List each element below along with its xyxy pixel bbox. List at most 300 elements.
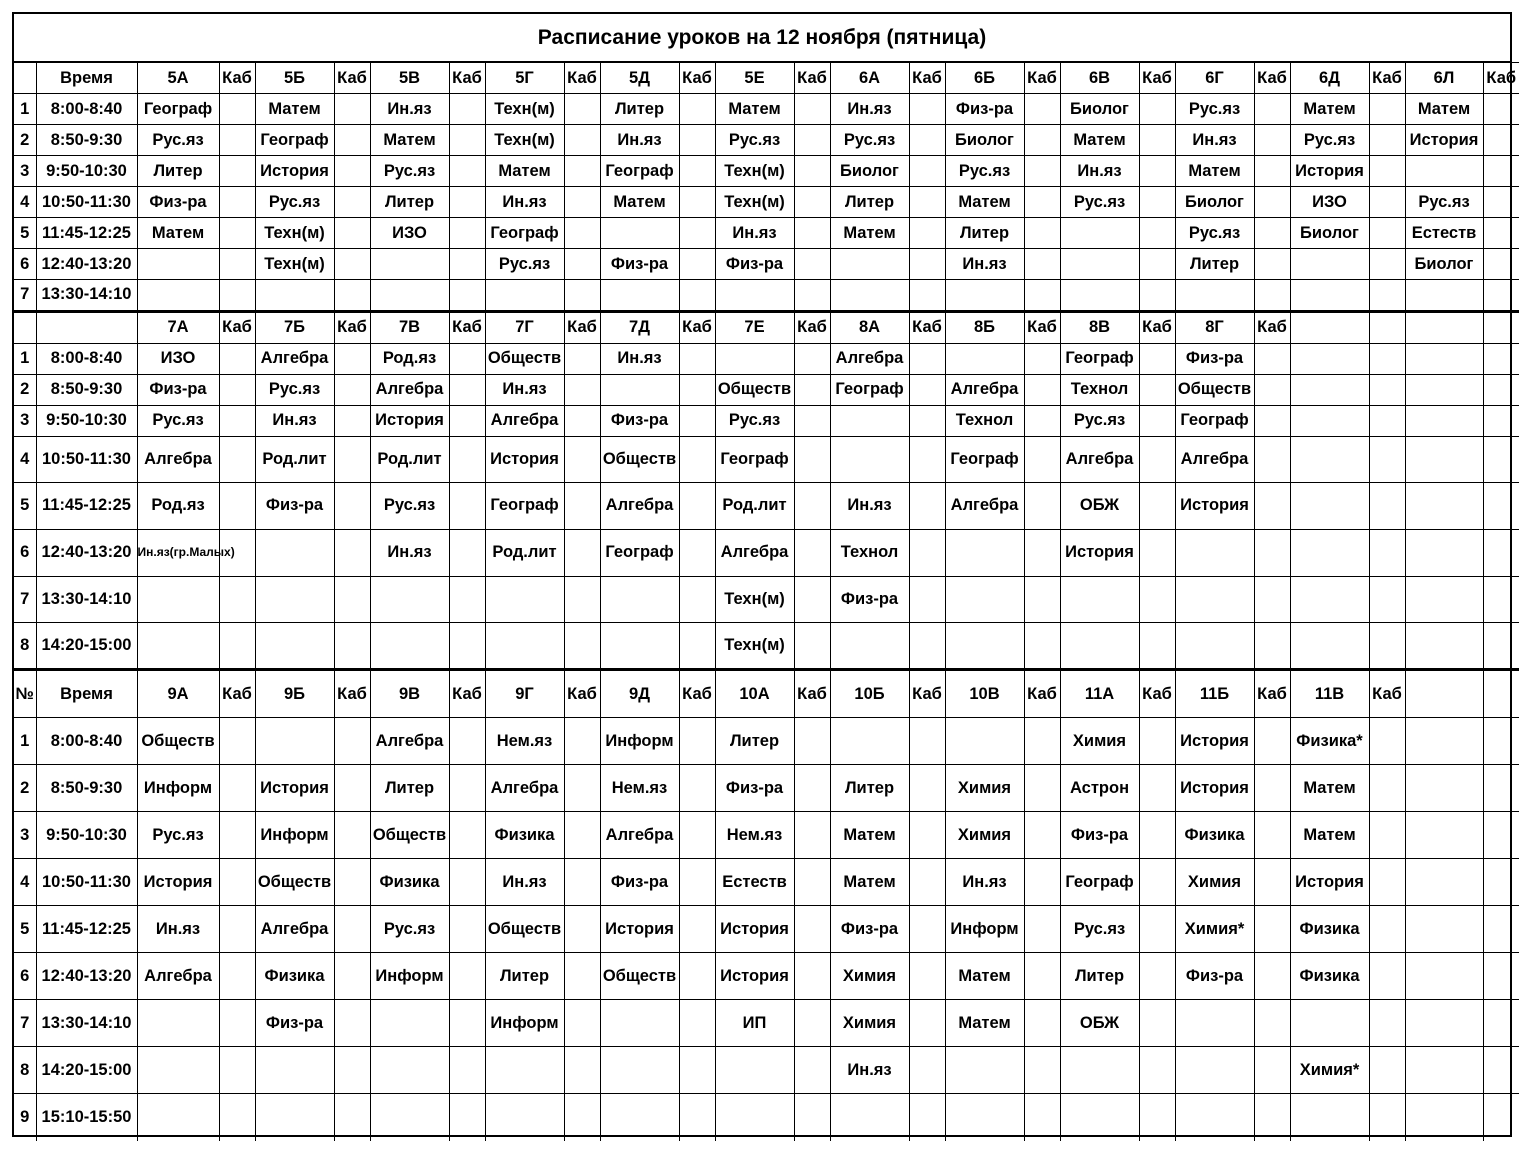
- subject-cell: Алгебра: [600, 482, 679, 529]
- lesson-number: 5: [14, 906, 36, 953]
- subject-cell: Рус.яз: [255, 374, 334, 405]
- subject-cell: История: [1175, 765, 1254, 812]
- room-cell: [449, 405, 485, 436]
- subject-cell: Алгебра: [1060, 436, 1139, 482]
- subject-cell: Матем: [830, 218, 909, 249]
- subject-cell: [255, 1047, 334, 1094]
- subject-cell: Биолог: [1175, 187, 1254, 218]
- subject-cell: Нем.яз: [715, 812, 794, 859]
- subject-cell: Обществ: [600, 436, 679, 482]
- schedule-sheet: [12, 12, 1517, 1137]
- room-cell: [1024, 576, 1060, 622]
- subject-cell: [485, 1047, 564, 1094]
- subject-cell: Информ: [370, 953, 449, 1000]
- room-cell: [794, 374, 830, 405]
- room-cell: [334, 343, 370, 374]
- subject-cell: Химия*: [1175, 906, 1254, 953]
- subject-cell: Физ-ра: [600, 859, 679, 906]
- room-cell: [1369, 94, 1405, 125]
- room-header: Каб: [1024, 63, 1060, 94]
- subject-cell: Матем: [137, 218, 219, 249]
- room-cell: [794, 125, 830, 156]
- subject-cell: Матем: [1290, 812, 1369, 859]
- room-cell: [909, 718, 945, 765]
- table-row: [14, 343, 1519, 374]
- room-cell: [1483, 343, 1519, 374]
- room-cell: [1254, 405, 1290, 436]
- subject-cell: Обществ: [715, 374, 794, 405]
- room-cell: [564, 1000, 600, 1047]
- room-cell: [1254, 343, 1290, 374]
- lesson-number: 4: [14, 187, 36, 218]
- subject-cell: Алгебра: [830, 343, 909, 374]
- room-header: Каб: [1254, 671, 1290, 718]
- room-cell: [334, 249, 370, 280]
- class-header: 7Д: [600, 312, 679, 343]
- subject-cell: Физ-ра: [600, 249, 679, 280]
- room-cell: [1483, 156, 1519, 187]
- class-header: 6А: [830, 63, 909, 94]
- room-cell: [1139, 906, 1175, 953]
- header-time: Время: [36, 671, 137, 718]
- subject-cell: История: [255, 765, 334, 812]
- subject-cell: Техн(м): [255, 218, 334, 249]
- subject-cell: Географ: [485, 218, 564, 249]
- room-cell: [794, 1047, 830, 1094]
- room-cell: [679, 187, 715, 218]
- subject-cell: Ин.яз: [370, 529, 449, 576]
- room-header: [1369, 312, 1405, 343]
- room-cell: [564, 405, 600, 436]
- room-cell: [1024, 156, 1060, 187]
- room-cell: [449, 187, 485, 218]
- subject-cell: Литер: [370, 765, 449, 812]
- room-cell: [1483, 812, 1519, 859]
- table-row: [14, 529, 1519, 576]
- lesson-number: 1: [14, 718, 36, 765]
- room-cell: [219, 953, 255, 1000]
- room-cell: [564, 765, 600, 812]
- room-cell: [909, 765, 945, 812]
- subject-cell: [370, 576, 449, 622]
- room-cell: [334, 576, 370, 622]
- subject-cell: Ин.яз: [830, 482, 909, 529]
- class-header: 10Б: [830, 671, 909, 718]
- room-cell: [1254, 125, 1290, 156]
- subject-cell: [485, 576, 564, 622]
- subject-cell: Географ: [137, 94, 219, 125]
- subject-cell: Физ-ра: [137, 187, 219, 218]
- subject-cell: [1405, 859, 1483, 906]
- header-row: [14, 312, 1519, 343]
- subject-cell: История: [255, 156, 334, 187]
- room-cell: [794, 812, 830, 859]
- room-cell: [909, 280, 945, 311]
- subject-cell: История: [715, 906, 794, 953]
- subject-cell: Матем: [600, 187, 679, 218]
- subject-cell: Техн(м): [715, 156, 794, 187]
- subject-cell: Литер: [1060, 953, 1139, 1000]
- subject-cell: Физ-ра: [1175, 953, 1254, 1000]
- lesson-time: 14:20-15:00: [36, 1047, 137, 1094]
- subject-cell: [370, 1047, 449, 1094]
- room-cell: [679, 374, 715, 405]
- room-cell: [1369, 156, 1405, 187]
- subject-cell: Матем: [1290, 765, 1369, 812]
- room-cell: [1024, 187, 1060, 218]
- room-header: Каб: [219, 63, 255, 94]
- room-cell: [564, 906, 600, 953]
- subject-cell: Ин.яз: [1060, 156, 1139, 187]
- subject-cell: [1060, 249, 1139, 280]
- subject-cell: Ин.яз(гр.Малых): [137, 529, 219, 576]
- room-cell: [1254, 156, 1290, 187]
- room-cell: [1139, 718, 1175, 765]
- table-row: [14, 125, 1519, 156]
- room-header: Каб: [564, 671, 600, 718]
- room-cell: [449, 482, 485, 529]
- subject-cell: Естеств: [1405, 218, 1483, 249]
- subject-cell: ИП: [715, 1000, 794, 1047]
- table-row: [14, 94, 1519, 125]
- room-header: Каб: [1139, 671, 1175, 718]
- table-row: [14, 812, 1519, 859]
- subject-cell: [830, 718, 909, 765]
- subject-cell: Матем: [1290, 94, 1369, 125]
- room-cell: [219, 718, 255, 765]
- subject-cell: Литер: [715, 718, 794, 765]
- room-cell: [679, 718, 715, 765]
- subject-cell: [1060, 622, 1139, 669]
- subject-cell: Рус.яз: [1060, 405, 1139, 436]
- room-cell: [1024, 125, 1060, 156]
- room-cell: [219, 482, 255, 529]
- subject-cell: Матем: [830, 859, 909, 906]
- subject-cell: Физ-ра: [1175, 343, 1254, 374]
- room-cell: [449, 529, 485, 576]
- subject-cell: Рус.яз: [1405, 187, 1483, 218]
- room-cell: [794, 218, 830, 249]
- room-header: Каб: [794, 63, 830, 94]
- subject-cell: Ин.яз: [137, 906, 219, 953]
- subject-cell: [1175, 1000, 1254, 1047]
- subject-cell: Географ: [1060, 859, 1139, 906]
- lesson-time: 13:30-14:10: [36, 280, 137, 311]
- subject-cell: Географ: [255, 125, 334, 156]
- lesson-time: 8:00-8:40: [36, 718, 137, 765]
- class-header: 9А: [137, 671, 219, 718]
- subject-cell: Алгебра: [137, 953, 219, 1000]
- subject-cell: Алгебра: [255, 343, 334, 374]
- lesson-number: 1: [14, 343, 36, 374]
- room-cell: [334, 1094, 370, 1141]
- room-cell: [794, 953, 830, 1000]
- room-cell: [909, 218, 945, 249]
- room-cell: [334, 482, 370, 529]
- room-cell: [679, 249, 715, 280]
- table-row: [14, 482, 1519, 529]
- subject-cell: История: [1290, 156, 1369, 187]
- subject-cell: Нем.яз: [485, 718, 564, 765]
- class-header: 11Б: [1175, 671, 1254, 718]
- subject-cell: Алгебра: [370, 718, 449, 765]
- room-cell: [679, 343, 715, 374]
- room-header: Каб: [449, 63, 485, 94]
- class-header: 8А: [830, 312, 909, 343]
- room-cell: [219, 218, 255, 249]
- class-header: 7Б: [255, 312, 334, 343]
- lesson-number: 2: [14, 125, 36, 156]
- room-cell: [449, 343, 485, 374]
- room-cell: [1139, 94, 1175, 125]
- room-header: Каб: [1254, 63, 1290, 94]
- subject-cell: Ин.яз: [830, 1047, 909, 1094]
- subject-cell: [830, 436, 909, 482]
- room-cell: [1254, 94, 1290, 125]
- subject-cell: [1405, 622, 1483, 669]
- room-cell: [909, 94, 945, 125]
- subject-cell: История: [370, 405, 449, 436]
- subject-cell: [600, 374, 679, 405]
- subject-cell: [137, 249, 219, 280]
- subject-cell: ИЗО: [370, 218, 449, 249]
- room-cell: [1483, 187, 1519, 218]
- subject-cell: Матем: [370, 125, 449, 156]
- room-cell: [1254, 1047, 1290, 1094]
- subject-cell: [945, 280, 1024, 311]
- subject-cell: [255, 622, 334, 669]
- room-cell: [1369, 1047, 1405, 1094]
- subject-cell: Литер: [485, 953, 564, 1000]
- subject-cell: Техн(м): [715, 576, 794, 622]
- room-cell: [564, 1094, 600, 1141]
- lesson-time: 12:40-13:20: [36, 953, 137, 1000]
- room-cell: [1254, 622, 1290, 669]
- page-title: Расписание уроков на 12 ноября (пятница): [14, 14, 1510, 62]
- room-cell: [679, 1000, 715, 1047]
- subject-cell: Географ: [945, 436, 1024, 482]
- room-cell: [564, 1047, 600, 1094]
- subject-cell: Род.лит: [715, 482, 794, 529]
- subject-cell: Физика: [485, 812, 564, 859]
- room-cell: [1254, 280, 1290, 311]
- room-cell: [219, 765, 255, 812]
- schedule-section-2: [14, 312, 1519, 671]
- class-header: 6Г: [1175, 63, 1254, 94]
- room-cell: [334, 859, 370, 906]
- subject-cell: [945, 1094, 1024, 1141]
- class-header: 9В: [370, 671, 449, 718]
- room-cell: [679, 156, 715, 187]
- room-cell: [909, 622, 945, 669]
- subject-cell: Алгебра: [600, 812, 679, 859]
- room-cell: [1483, 718, 1519, 765]
- schedule-tables: [14, 62, 1517, 1141]
- class-header: 8Г: [1175, 312, 1254, 343]
- lesson-number: 1: [14, 94, 36, 125]
- subject-cell: Алгебра: [715, 529, 794, 576]
- subject-cell: [370, 280, 449, 311]
- room-cell: [449, 718, 485, 765]
- room-cell: [1139, 482, 1175, 529]
- subject-cell: Физ-ра: [945, 94, 1024, 125]
- room-cell: [449, 436, 485, 482]
- room-cell: [1369, 482, 1405, 529]
- subject-cell: [1405, 953, 1483, 1000]
- class-header: 7Е: [715, 312, 794, 343]
- room-cell: [1139, 125, 1175, 156]
- subject-cell: Обществ: [255, 859, 334, 906]
- room-cell: [334, 765, 370, 812]
- header-number: №: [14, 671, 36, 718]
- lesson-number: 7: [14, 280, 36, 311]
- room-cell: [679, 436, 715, 482]
- room-cell: [1139, 280, 1175, 311]
- room-cell: [1139, 1047, 1175, 1094]
- subject-cell: Алгебра: [1175, 436, 1254, 482]
- room-cell: [909, 187, 945, 218]
- subject-cell: Литер: [600, 94, 679, 125]
- subject-cell: [370, 622, 449, 669]
- lesson-number: 3: [14, 812, 36, 859]
- subject-cell: [1405, 436, 1483, 482]
- room-cell: [1483, 859, 1519, 906]
- subject-cell: [1290, 436, 1369, 482]
- room-cell: [1139, 859, 1175, 906]
- subject-cell: [370, 249, 449, 280]
- table-row: [14, 218, 1519, 249]
- subject-cell: Физ-ра: [255, 482, 334, 529]
- room-cell: [564, 94, 600, 125]
- subject-cell: Физ-ра: [255, 1000, 334, 1047]
- subject-cell: Географ: [1175, 405, 1254, 436]
- subject-cell: Информ: [485, 1000, 564, 1047]
- subject-cell: Физ-ра: [715, 249, 794, 280]
- lesson-number: 5: [14, 482, 36, 529]
- room-header: Каб: [1024, 671, 1060, 718]
- subject-cell: Географ: [485, 482, 564, 529]
- subject-cell: Матем: [945, 1000, 1024, 1047]
- subject-cell: Техн(м): [255, 249, 334, 280]
- subject-cell: ИЗО: [137, 343, 219, 374]
- room-header: Каб: [679, 312, 715, 343]
- room-cell: [909, 1000, 945, 1047]
- subject-cell: Ин.яз: [945, 249, 1024, 280]
- room-cell: [334, 718, 370, 765]
- room-cell: [334, 953, 370, 1000]
- room-cell: [219, 94, 255, 125]
- room-cell: [1139, 343, 1175, 374]
- subject-cell: Род.лит: [255, 436, 334, 482]
- room-cell: [1369, 718, 1405, 765]
- lesson-time: 9:50-10:30: [36, 812, 137, 859]
- room-cell: [1024, 718, 1060, 765]
- table-row: [14, 436, 1519, 482]
- room-cell: [1369, 280, 1405, 311]
- subject-cell: Матем: [945, 953, 1024, 1000]
- room-header: Каб: [219, 671, 255, 718]
- room-cell: [679, 280, 715, 311]
- room-cell: [334, 529, 370, 576]
- room-cell: [219, 156, 255, 187]
- subject-cell: Рус.яз: [370, 156, 449, 187]
- subject-cell: Матем: [830, 812, 909, 859]
- room-cell: [449, 765, 485, 812]
- subject-cell: Рус.яз: [137, 812, 219, 859]
- table-row: [14, 953, 1519, 1000]
- subject-cell: Нем.яз: [600, 765, 679, 812]
- room-cell: [909, 812, 945, 859]
- room-cell: [449, 812, 485, 859]
- room-cell: [449, 280, 485, 311]
- subject-cell: [600, 1047, 679, 1094]
- subject-cell: [830, 249, 909, 280]
- header-time: Время: [36, 63, 137, 94]
- subject-cell: Техн(м): [485, 125, 564, 156]
- subject-cell: [600, 1094, 679, 1141]
- subject-cell: Астрон: [1060, 765, 1139, 812]
- room-cell: [1369, 906, 1405, 953]
- subject-cell: [1405, 718, 1483, 765]
- room-cell: [794, 436, 830, 482]
- subject-cell: Физика*: [1290, 718, 1369, 765]
- subject-cell: [255, 280, 334, 311]
- subject-cell: [1290, 482, 1369, 529]
- room-cell: [1254, 482, 1290, 529]
- subject-cell: ИЗО: [1290, 187, 1369, 218]
- room-cell: [1254, 859, 1290, 906]
- subject-cell: [1405, 765, 1483, 812]
- subject-cell: [1290, 1094, 1369, 1141]
- lesson-time: 14:20-15:00: [36, 622, 137, 669]
- subject-cell: Биолог: [945, 125, 1024, 156]
- table-row: [14, 765, 1519, 812]
- lesson-number: 9: [14, 1094, 36, 1141]
- lesson-time: 8:00-8:40: [36, 343, 137, 374]
- room-header: [1483, 312, 1519, 343]
- subject-cell: [830, 405, 909, 436]
- subject-cell: [1290, 405, 1369, 436]
- subject-cell: Литер: [830, 765, 909, 812]
- subject-cell: Алгебра: [945, 374, 1024, 405]
- subject-cell: Информ: [137, 765, 219, 812]
- subject-cell: [600, 218, 679, 249]
- room-cell: [1254, 576, 1290, 622]
- room-cell: [449, 576, 485, 622]
- room-cell: [679, 765, 715, 812]
- room-cell: [1139, 436, 1175, 482]
- lesson-number: 4: [14, 859, 36, 906]
- room-cell: [1483, 1000, 1519, 1047]
- room-cell: [794, 1000, 830, 1047]
- class-header: 7А: [137, 312, 219, 343]
- room-header: Каб: [564, 312, 600, 343]
- class-header: 10В: [945, 671, 1024, 718]
- subject-cell: [1405, 405, 1483, 436]
- room-cell: [1483, 1094, 1519, 1141]
- room-cell: [679, 859, 715, 906]
- room-header: Каб: [1369, 63, 1405, 94]
- subject-cell: Физ-ра: [600, 405, 679, 436]
- subject-cell: [1405, 529, 1483, 576]
- subject-cell: Рус.яз: [830, 125, 909, 156]
- room-cell: [794, 482, 830, 529]
- subject-cell: [255, 576, 334, 622]
- subject-cell: Биолог: [830, 156, 909, 187]
- subject-cell: Географ: [600, 529, 679, 576]
- class-header: 5Д: [600, 63, 679, 94]
- subject-cell: Рус.яз: [715, 405, 794, 436]
